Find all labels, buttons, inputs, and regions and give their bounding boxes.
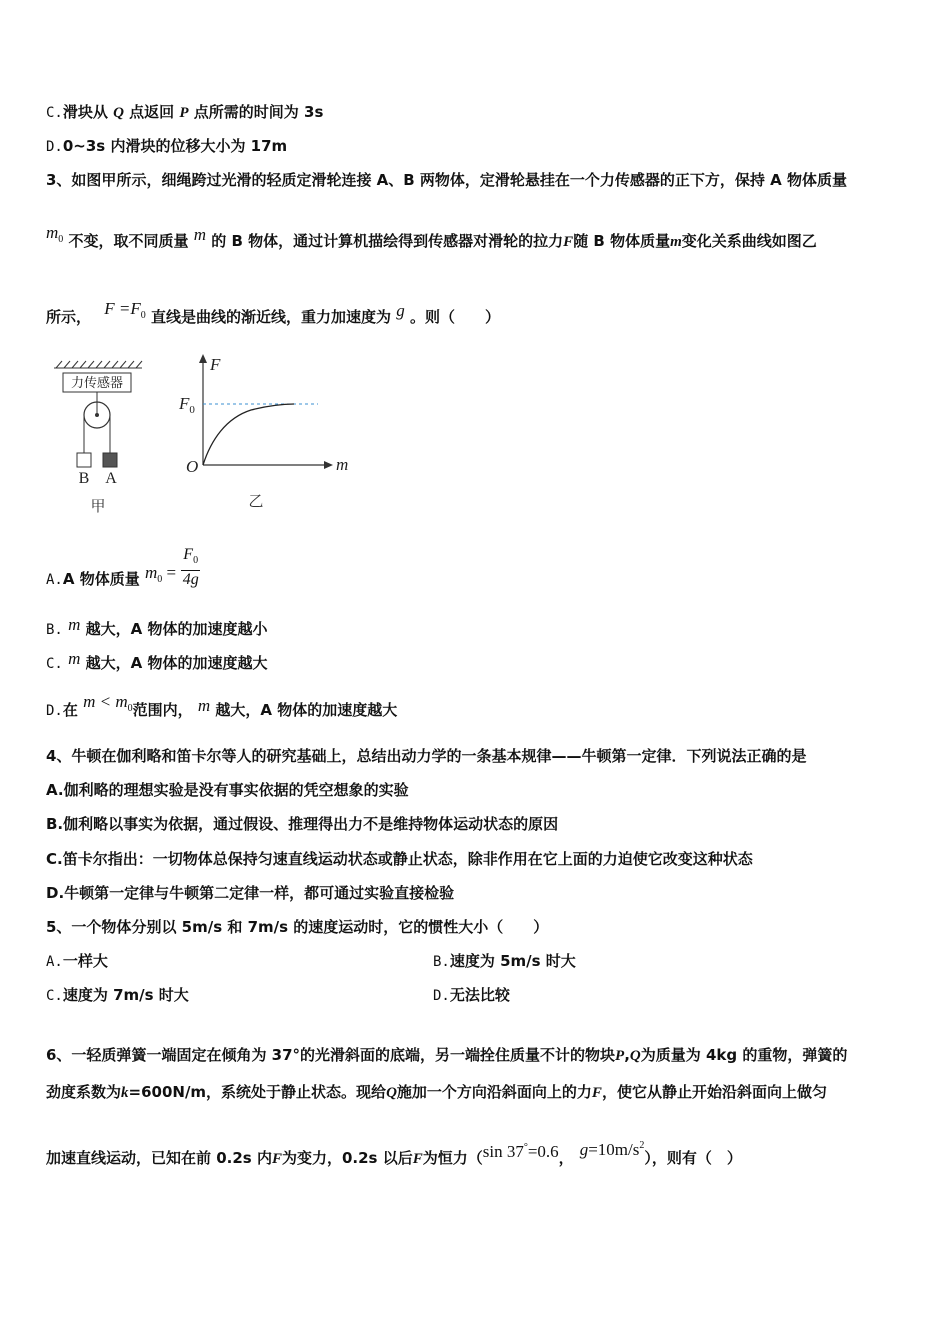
q3-option-c: C. m 越大，A 物体的加速度越大 xyxy=(46,649,268,672)
q6-stem-line3: 加速直线运动，已知在前 0.2s 内F为变力，0.2s 以后F为恒力（sin 37°=0.6， $g=10m/s^2$），则有（ ） xyxy=(46,1140,742,1167)
q5-stem: 5、一个物体分别以 5m/s 和 7m/s 的速度运动时，它的惯性大小（ ） xyxy=(46,918,549,936)
q5-option-d: D.无法比较 xyxy=(433,986,510,1004)
f-m-curve xyxy=(203,404,294,465)
q2-option-d: D.0~3s 内滑块的位移大小为 17m xyxy=(46,137,288,155)
svg-text:A: A xyxy=(105,470,117,487)
q6-stem-line1: 6、一轻质弹簧一端固定在倾角为 37°的光滑斜面的底端，另一端拴住质量不计的物块P,Q为质量为 4kg 的重物，弹簧的 xyxy=(46,1046,848,1064)
ceiling xyxy=(54,361,142,368)
axis-y-label: F xyxy=(210,355,221,374)
asymptote-label: $F_0$ xyxy=(179,394,195,416)
svg-text:B: B xyxy=(78,470,90,487)
block-a xyxy=(103,453,117,467)
q3-option-b: B. m 越大，A 物体的加速度越小 xyxy=(46,615,268,638)
q2-option-c: C.滑块从 Q 点返回 P 点所需的时间为 3s xyxy=(46,103,324,121)
block-b xyxy=(77,453,91,467)
q5-option-b: B.速度为 5m/s 时大 xyxy=(433,952,576,970)
asymptote-equation: $F =F_0$ xyxy=(104,299,146,321)
fraction: $\frac{F_0}{4g}$ xyxy=(182,546,199,588)
q4-option-a: A.伽利略的理想实验是没有事实依据的凭空想象的实验 xyxy=(46,781,409,799)
g-value: $g=10m/s^2$ xyxy=(579,1140,645,1159)
q6-stem-line2: 劲度系数为k=600N/m，系统处于静止状态。现给Q施加一个方向沿斜面向上的力F，使它从静止开始沿斜面向上做匀 xyxy=(46,1083,827,1101)
q3-option-d: D.在 $m < m_0$范围内， m 越大，A 物体的加速度越大 xyxy=(46,692,398,719)
q3-stem-line2: $m_0$ 不变，取不同质量 m 的 B 物体，通过计算机描绘得到传感器对滑轮的拉力F随 B 物体质量m变化关系曲线如图乙 xyxy=(46,223,817,250)
q4-option-c: C.笛卡尔指出：一切物体总保持匀速直线运动状态或静止状态，除非作用在它上面的力迫使它改变这种状态 xyxy=(46,850,753,868)
q4-option-b: B.伽利略以事实为依据，通过假设、推理得出力不是维持物体运动状态的原因 xyxy=(46,815,559,833)
axis-x-label: m xyxy=(336,455,349,474)
q5-option-c: C.速度为 7m/s 时大 xyxy=(46,986,189,1004)
caption-right: 乙 xyxy=(248,492,264,510)
q4-stem: 4、牛顿在伽利略和笛卡尔等人的研究基础上，总结出动力学的一条基本规律——牛顿第一定律．下列说法正确的是 xyxy=(46,747,807,765)
q3-stem-line3: 所示， $F =F_0$ 直线是曲线的渐近线，重力加速度为 g 。则（ ） xyxy=(46,299,500,326)
m0-symbol: $m_0$ xyxy=(46,223,64,245)
q4-option-d: D.牛顿第一定律与牛顿第二定律一样，都可通过实验直接检验 xyxy=(46,884,455,902)
q5-option-a: A.一样大 xyxy=(46,952,108,970)
caption-left: 甲 xyxy=(90,497,106,515)
q3-figure xyxy=(46,350,366,520)
q3-stem-line1: 3、如图甲所示，细绳跨过光滑的轻质定滑轮连接 A、B 两物体，定滑轮悬挂在一个力传感器的正下方，保持 A 物体质量 xyxy=(46,171,847,189)
sin-value: sin 37°=0.6 xyxy=(482,1142,559,1161)
q3-option-a: A.A 物体质量 $m_0$ = $\frac{F_0}{4g}$ xyxy=(46,546,199,588)
sensor-label: 力传感器 xyxy=(70,376,124,391)
origin-label: O xyxy=(186,457,199,476)
